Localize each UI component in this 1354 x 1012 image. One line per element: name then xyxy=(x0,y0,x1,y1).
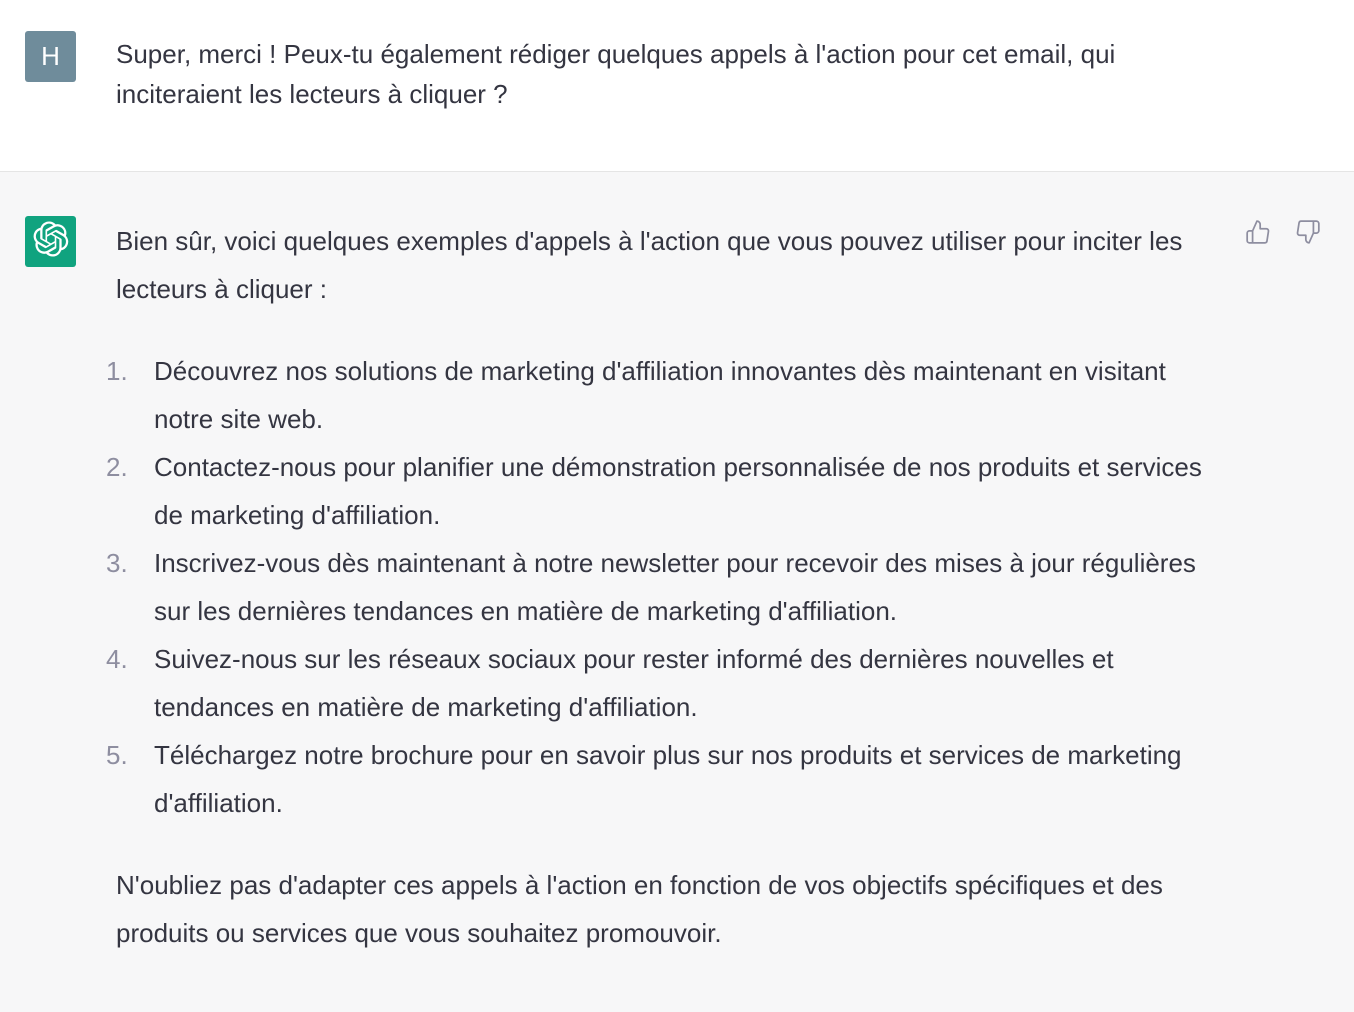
thumbs-down-button[interactable] xyxy=(1294,220,1322,248)
user-message-text: Super, merci ! Peux-tu également rédiger quelques appels à l'action pour cet email, qui inciteraient les lecteurs à cliquer ? xyxy=(116,39,1116,109)
list-item-number: 5. xyxy=(106,740,128,770)
assistant-outro: N'oubliez pas d'adapter ces appels à l'action en fonction de vos objectifs spécifiques et des produits ou services que vous souhaitez promouvoir. xyxy=(116,870,1163,948)
list-item-number: 4. xyxy=(106,644,128,674)
list-item xyxy=(106,635,1226,731)
user-avatar-letter: H xyxy=(41,41,60,71)
list-item-text: Inscrivez-vous dès maintenant à notre newsletter pour recevoir des mises à jour régulières sur les dernières tendances en matière de marketing d'affiliation. xyxy=(154,548,1196,626)
assistant-message-row xyxy=(0,172,1354,1012)
openai-logo-icon xyxy=(33,221,69,262)
list-item xyxy=(106,731,1226,827)
list-item-text: Découvrez nos solutions de marketing d'affiliation innovantes dès maintenant en visitant notre site web. xyxy=(154,356,1166,434)
thumbs-up-button[interactable] xyxy=(1244,220,1272,248)
thumbs-up-icon xyxy=(1245,219,1271,250)
thumbs-down-icon xyxy=(1295,219,1321,250)
feedback-actions xyxy=(1244,220,1322,248)
list-item-text: Contactez-nous pour planifier une démonstration personnalisée de nos produits et services de marketing d'affiliation. xyxy=(154,452,1202,530)
assistant-intro: Bien sûr, voici quelques exemples d'appels à l'action que vous pouvez utiliser pour inciter les lecteurs à cliquer : xyxy=(116,226,1183,304)
cta-list xyxy=(106,347,1226,827)
list-item xyxy=(106,443,1226,539)
list-item-text: Téléchargez notre brochure pour en savoir plus sur nos produits et services de marketing d'affiliation. xyxy=(154,740,1182,818)
list-item-number: 2. xyxy=(106,452,128,482)
user-message-row xyxy=(0,0,1354,172)
list-item-text: Suivez-nous sur les réseaux sociaux pour rester informé des dernières nouvelles et tendances en matière de marketing d'affiliation. xyxy=(154,644,1114,722)
assistant-message-content xyxy=(106,217,1226,957)
list-item-number: 3. xyxy=(106,548,128,578)
user-avatar xyxy=(25,31,76,82)
list-item xyxy=(106,347,1226,443)
list-item-number: 1. xyxy=(106,356,128,386)
list-item xyxy=(106,539,1226,635)
assistant-avatar xyxy=(25,216,76,267)
